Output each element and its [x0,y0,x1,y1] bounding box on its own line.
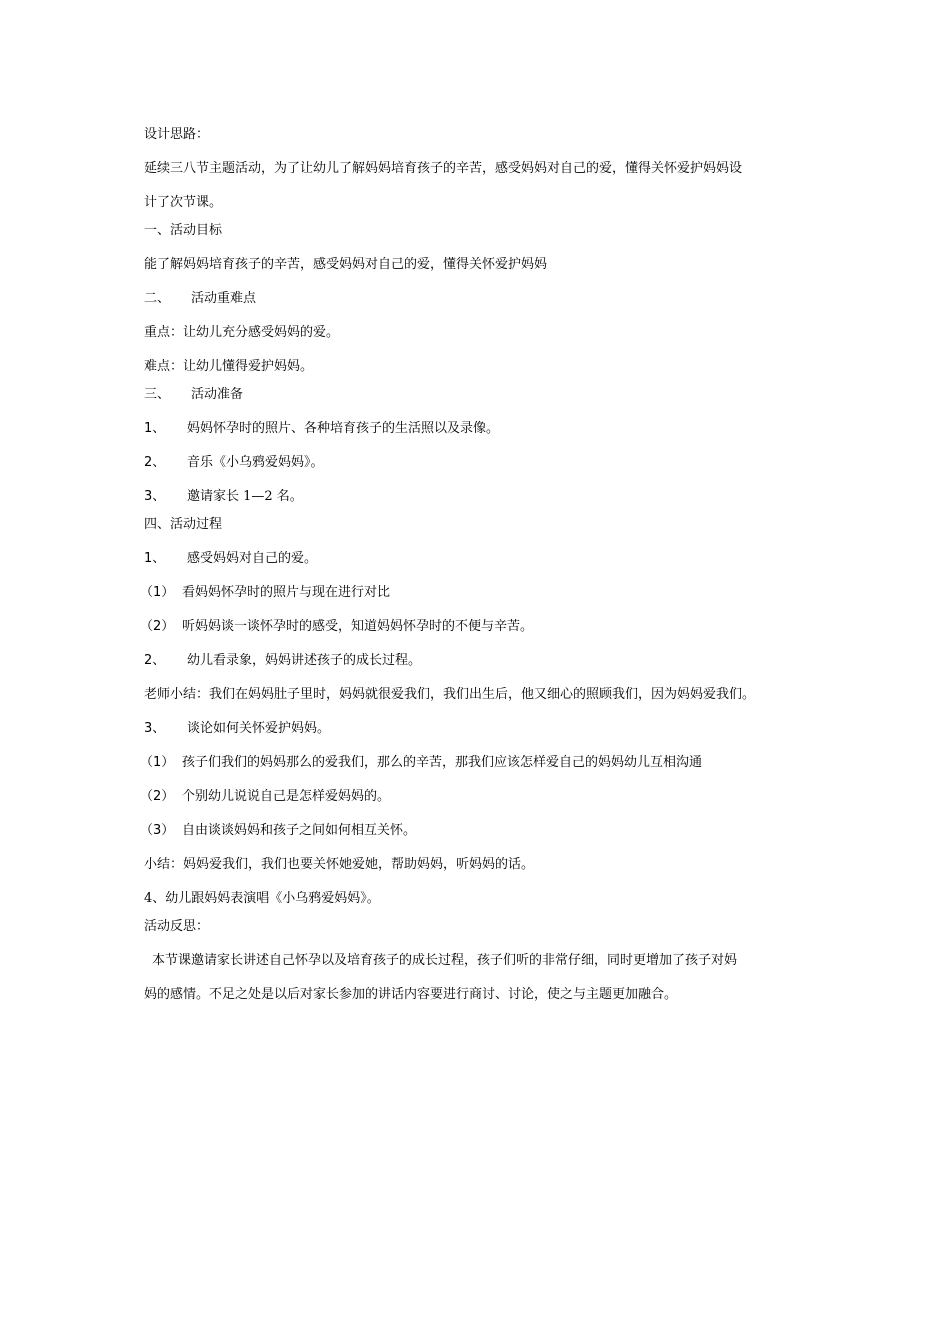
key-point: 重点：让幼儿充分感受妈妈的爱。 [144,325,340,340]
sub-item-text: 听妈妈谈一谈怀孕时的感受，知道妈妈怀孕时的不便与辛苦。 [182,619,534,634]
reflection-text-line-2: 妈的感情。不足之处是以后对家长参加的讲话内容要进行商讨、讨论，使之与主题更加融合。 [144,987,678,1002]
step-1-sub-item [140,584,824,601]
section-3-title: 活动准备 [191,387,244,402]
process-step-3 [144,720,824,737]
process-step-1 [144,550,824,567]
sub-item-number: （2） [140,789,175,804]
section-3-number: 三、 [144,387,171,402]
sub-item-text: 孩子们我们的妈妈那么的爱我们，那么的辛苦，那我们应该怎样爱自己的妈妈幼儿互相沟通 [182,755,703,770]
prep-item [144,420,824,437]
section-4-title: 四、活动过程 [144,517,223,532]
document-body [140,126,824,1003]
section-2-heading [144,290,824,307]
step-text: 谈论如何关怀爱护妈妈。 [187,721,331,736]
prep-item-text: 邀请家长 1—2 名。 [187,489,303,504]
step-number: 1、 [144,551,166,566]
difficulty-point: 难点：让幼儿懂得爱护妈妈。 [144,359,314,374]
process-step-2 [144,652,824,669]
section-1-title: 一、活动目标 [144,223,223,238]
goal-text: 能了解妈妈培育孩子的辛苦，感受妈妈对自己的爱，懂得关怀爱护妈妈 [144,257,548,272]
step-3-sub-item [140,754,824,771]
teacher-summary: 老师小结：我们在妈妈肚子里时，妈妈就很爱我们，我们出生后，他又细心的照顾我们，因为妈妈爱我们。 [144,687,756,702]
process-step-4: 4、幼儿跟妈妈表演唱《小乌鸦爱妈妈》。 [144,891,380,906]
summary: 小结：妈妈爱我们，我们也要关怀她爱她，帮助妈妈，听妈妈的话。 [144,857,535,872]
step-3-sub-item [140,788,824,805]
section-2-title: 活动重难点 [191,291,257,306]
prep-item-text: 妈妈怀孕时的照片、各种培育孩子的生活照以及录像。 [187,421,500,436]
design-heading: 设计思路： [144,127,210,142]
prep-item-number: 1、 [144,421,166,436]
step-3-sub-item [140,822,824,839]
reflection-text-line-1: 本节课邀请家长讲述自己怀孕以及培育孩子的成长过程，孩子们听的非常仔细，同时更增加了孩子对妈 [152,953,738,968]
sub-item-number: （1） [140,585,175,600]
prep-item-text: 音乐《小乌鸦爱妈妈》。 [187,455,324,470]
sub-item-text: 自由谈谈妈妈和孩子之间如何相互关怀。 [182,823,417,838]
sub-item-number: （1） [140,755,175,770]
design-text-line-2: 计了次节课。 [144,195,223,210]
step-1-sub-item [140,618,824,635]
reflection-heading: 活动反思： [144,919,210,934]
step-text: 感受妈妈对自己的爱。 [187,551,318,566]
design-text-line-1: 延续三八节主题活动，为了让幼儿了解妈妈培育孩子的辛苦，感受妈妈对自己的爱，懂得关怀爱护妈妈设 [144,161,743,176]
sub-item-text: 个别幼儿说说自己是怎样爱妈妈的。 [182,789,391,804]
prep-item-number: 2、 [144,455,166,470]
prep-item-number: 3、 [144,489,166,504]
prep-item [144,488,824,505]
step-number: 3、 [144,721,166,736]
step-number: 2、 [144,653,166,668]
section-2-number: 二、 [144,291,171,306]
sub-item-number: （3） [140,823,175,838]
section-3-heading [144,386,824,403]
prep-item [144,454,824,471]
step-text: 幼儿看录象，妈妈讲述孩子的成长过程。 [187,653,422,668]
sub-item-text: 看妈妈怀孕时的照片与现在进行对比 [182,585,391,600]
sub-item-number: （2） [140,619,175,634]
